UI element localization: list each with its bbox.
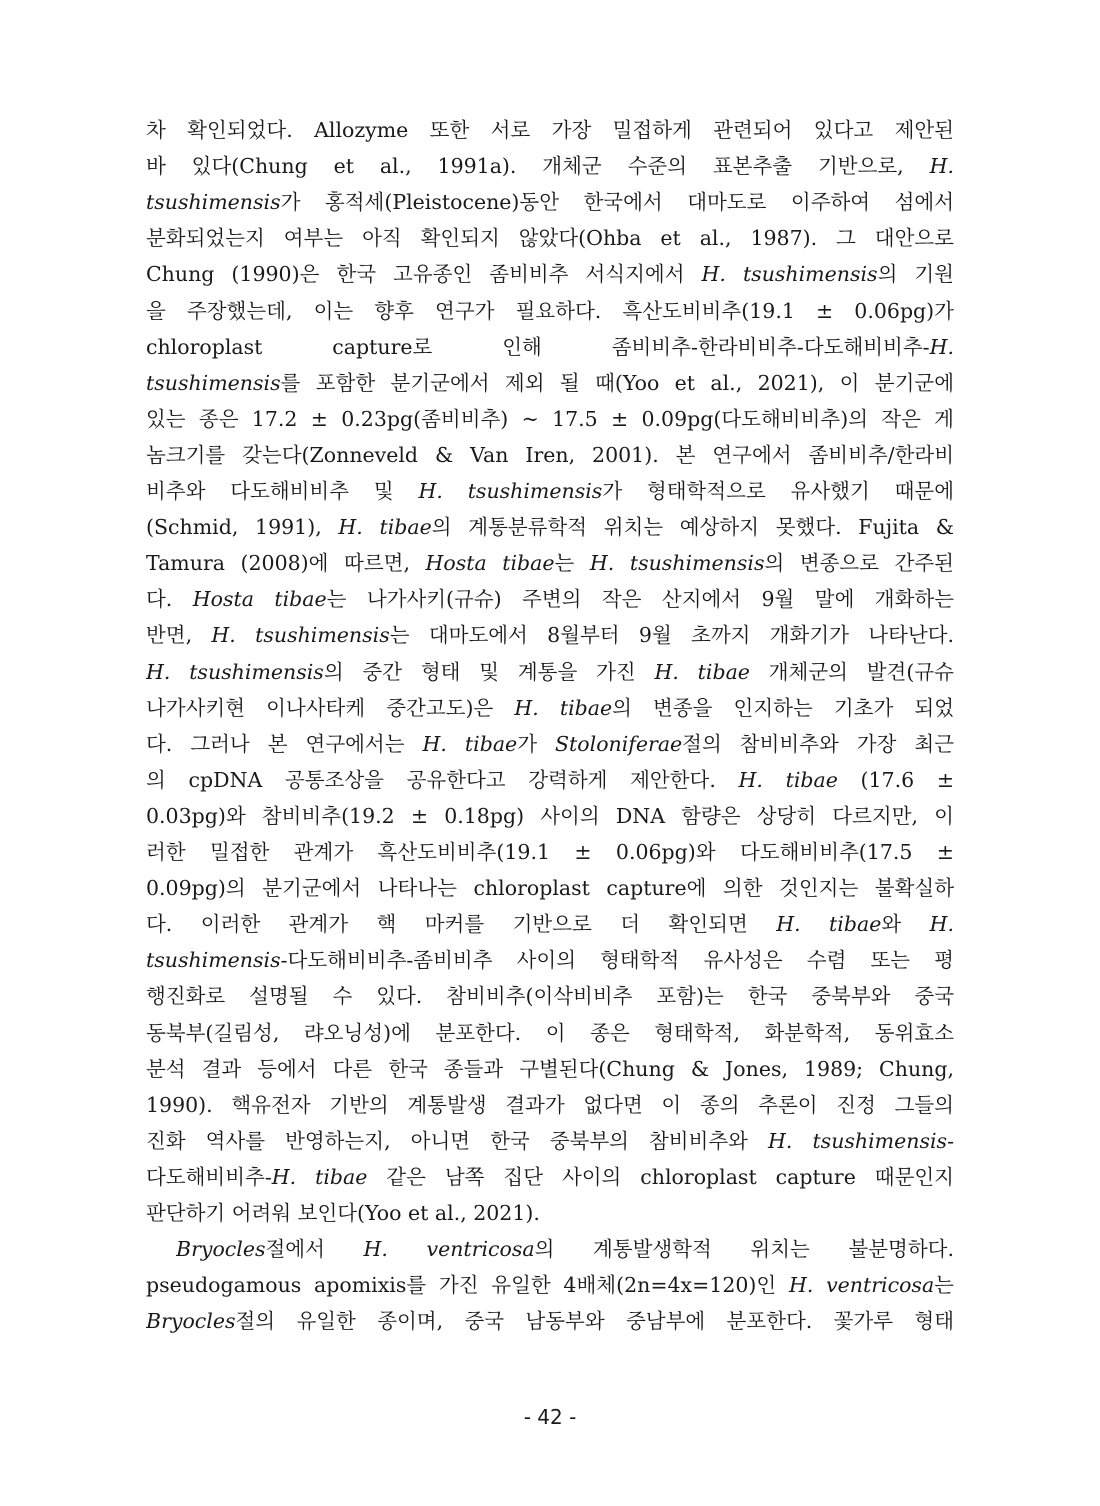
text-segment: 는 (554, 551, 590, 576)
text-segment: 러한 밀접한 관계가 흑산도비비추(19.1 ± 0.06pg)와 다도해비비추(17.5 ± (146, 840, 954, 864)
text-line (146, 112, 954, 148)
text-line (146, 1015, 954, 1051)
italic-term: H. tsushimensis (589, 551, 765, 576)
text-segment: chloroplast capture로 인해 좀비비추-한라비비추-다도해비비추- (146, 334, 930, 359)
text-line (146, 1123, 954, 1159)
italic-term: H. ventricosa (788, 1273, 935, 1298)
page-number: - 42 - (523, 1405, 577, 1429)
italic-term: Bryocles (176, 1237, 266, 1262)
text-line (146, 1051, 954, 1087)
text-line (146, 545, 954, 581)
text-line (176, 1231, 954, 1267)
text-segment: 절에서 (265, 1237, 364, 1262)
text-line (146, 1195, 954, 1231)
text-segment: 는 대마도에서 8월부터 9월 초까지 개화기가 나타난다. (389, 623, 954, 648)
text-line (146, 509, 954, 545)
text-line (146, 726, 954, 762)
text-segment: 다. 그러나 본 연구에서는 (146, 731, 423, 756)
text-segment: 는 (934, 1273, 954, 1298)
text-line (146, 473, 954, 509)
text-line (146, 617, 954, 653)
text-segment: 와 (881, 912, 930, 937)
italic-term: H. ventricosa (363, 1237, 535, 1262)
text-line (146, 942, 954, 978)
italic-term: H. tibae (422, 731, 518, 756)
italic-term: H. (929, 334, 954, 359)
text-line (146, 581, 954, 617)
text-segment: 를 포함한 분기군에서 제외 될 때(Yoo et al., 2021), 이 분기군에 (280, 370, 954, 395)
text-segment: 의 변종으로 간주된 (764, 551, 954, 576)
text-segment: 의 중간 형태 및 계통을 가진 (323, 659, 655, 684)
text-segment: - (947, 1128, 954, 1153)
text-line (146, 690, 954, 726)
text-line (146, 834, 954, 870)
italic-term: Stoloniferae (555, 731, 683, 756)
text-segment: Tamura (2008)에 따르면, (146, 551, 426, 576)
italic-term: Bryocles (146, 1309, 236, 1334)
text-line (146, 437, 954, 473)
text-segment: 개체군의 발견(규슈 (749, 659, 954, 684)
text-segment: 가 형태학적으로 유사했기 때문에 (602, 479, 954, 503)
text-segment: 놈크기를 갖는다(Zonneveld & Van Iren, 2001). 본 연구에서 좀비비추/한라비 (146, 442, 954, 467)
text-segment: 비추와 다도해비비추 및 (146, 479, 419, 503)
italic-term: H. tsushimensis (701, 262, 878, 287)
text-segment: (17.6 ± (837, 767, 954, 792)
text-segment: 1990). 핵유전자 기반의 계통발생 결과가 없다면 이 종의 추론이 진정 그들의 (146, 1092, 954, 1117)
text-segment: 의 cpDNA 공통조상을 공유한다고 강력하게 제안한다. (146, 767, 739, 792)
italic-term: H. tibae (738, 767, 838, 792)
italic-term: H. (929, 154, 954, 179)
italic-term: Hosta tibae (192, 587, 327, 612)
italic-term: tsushimensis (146, 948, 281, 973)
text-segment: 반면, (146, 623, 212, 648)
text-segment: Chung (1990)은 한국 고유종인 좀비비추 서식지에서 (146, 262, 702, 287)
text-line (146, 401, 954, 437)
text-segment: 행진화로 설명될 수 있다. 참비비추(이삭비비추 포함)는 한국 중북부와 중국 (146, 984, 954, 1009)
text-segment: 가 홍적세(Pleistocene)동안 한국에서 대마도로 이주하여 섬에서 (280, 190, 954, 215)
text-line (146, 762, 954, 798)
text-segment: 는 나가사키(규슈) 주변의 작은 산지에서 9월 말에 개화하는 (326, 587, 954, 612)
text-segment: 의 계통발생학적 위치는 불분명하다. (534, 1237, 954, 1262)
text-line (146, 798, 954, 834)
text-segment: 같은 남쪽 집단 사이의 chloroplast capture 때문인지 (367, 1164, 954, 1189)
text-segment: 절의 유일한 종이며, 중국 남동부와 중남부에 분포한다. 꽃가루 형태 (235, 1309, 954, 1334)
text-segment: 있는 종은 17.2 ± 0.23pg(좀비비추) ~ 17.5 ± 0.09pg(다도해비비추)의 작은 게 (146, 406, 954, 431)
text-line (146, 329, 954, 365)
italic-term: Hosta tibae (425, 551, 555, 576)
italic-term: H. tsushimensis (146, 659, 324, 684)
italic-term: H. tsushimensis (768, 1128, 948, 1153)
text-segment: pseudogamous apomixis를 가진 유일한 4배체(2n=4x=120)인 (146, 1273, 789, 1298)
text-segment: 다도해비비추- (146, 1164, 272, 1189)
text-line (146, 256, 954, 292)
text-segment: 바 있다(Chung et al., 1991a). 개체군 수준의 표본추출 기반으로, (146, 154, 930, 179)
text-line (146, 293, 954, 329)
text-segment: 을 주장했는데, 이는 향후 연구가 필요하다. 흑산도비비추(19.1 ± 0.06pg)가 (146, 298, 954, 323)
text-segment: 의 기원 (877, 262, 954, 287)
text-segment: 절의 참비비추와 가장 최근 (682, 731, 954, 756)
text-line (146, 1267, 954, 1303)
text-segment: 분석 결과 등에서 다른 한국 종들과 구별된다(Chung & Jones, 1989; Chung, (146, 1056, 954, 1081)
text-segment: -다도해비비추-좀비비추 사이의 형태학적 유사성은 수렴 또는 평 (280, 948, 954, 973)
text-line (146, 870, 954, 906)
italic-term: H. tsushimensis (418, 479, 603, 503)
text-segment: 분화되었는지 여부는 아직 확인되지 않았다(Ohba et al., 1987). 그 대안으로 (146, 226, 954, 251)
text-segment: 동북부(길림성, 랴오닝성)에 분포한다. 이 종은 형태학적, 화분학적, 동위효소 (146, 1020, 954, 1045)
text-line (146, 654, 954, 690)
italic-term: H. tsushimensis (211, 623, 390, 648)
text-line (146, 184, 954, 220)
italic-term: H. tibae (776, 912, 882, 937)
italic-term: H. (929, 912, 954, 937)
text-line (146, 1159, 954, 1195)
text-segment: 가 (517, 731, 556, 756)
text-line (146, 906, 954, 942)
text-segment: 의 변종을 인지하는 기초가 되었 (612, 695, 954, 720)
text-line (146, 978, 954, 1014)
text-segment: 차 확인되었다. Allozyme 또한 서로 가장 밀접하게 관련되어 있다고 제안된 (146, 118, 954, 142)
text-line (146, 1087, 954, 1123)
text-line (146, 1303, 954, 1339)
text-line (146, 148, 954, 184)
text-segment: (Schmid, 1991), (146, 515, 339, 540)
italic-term: H. tibae (514, 695, 613, 720)
text-line (146, 365, 954, 401)
text-segment: 다. 이러한 관계가 핵 마커를 기반으로 더 확인되면 (146, 912, 777, 937)
text-segment: 진화 역사를 반영하는지, 아니면 한국 중북부의 참비비추와 (146, 1128, 769, 1153)
italic-term: H. tibae (654, 659, 750, 684)
text-line (146, 220, 954, 256)
text-segment: 0.09pg)의 분기군에서 나타나는 chloroplast capture에 의한 것인지는 불확실하 (146, 876, 954, 901)
text-segment: 의 계통분류학적 위치는 예상하지 못했다. Fujita & (431, 515, 954, 540)
text-segment: 0.03pg)와 참비비추(19.2 ± 0.18pg) 사이의 DNA 함량은 상당히 다르지만, 이 (146, 803, 954, 828)
italic-term: H. tibae (338, 515, 432, 540)
italic-term: tsushimensis (146, 190, 281, 215)
italic-term: H. tibae (271, 1164, 368, 1189)
italic-term: tsushimensis (146, 370, 281, 395)
text-segment: 나가사키현 이나사타케 중간고도)은 (146, 695, 515, 720)
text-segment: 다. (146, 587, 193, 612)
text-segment: 판단하기 어려워 보인다(Yoo et al., 2021). (146, 1201, 540, 1225)
